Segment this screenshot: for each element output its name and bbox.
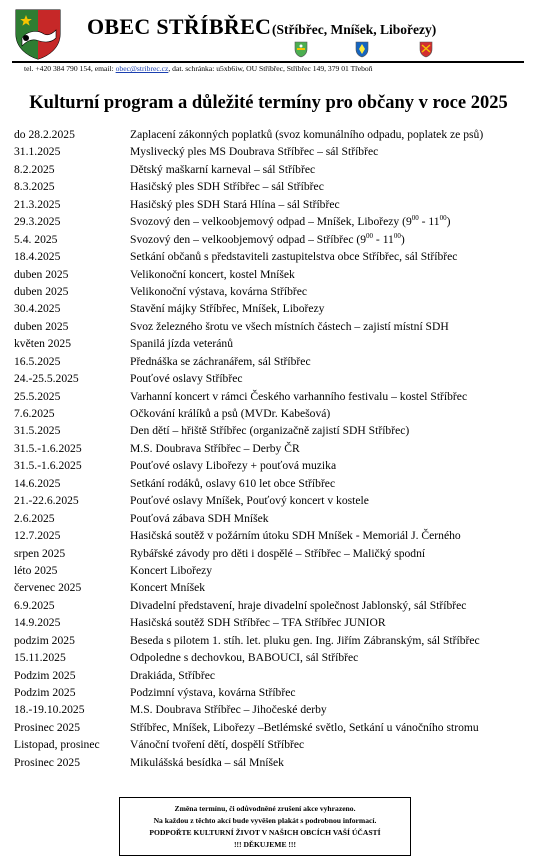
- event-description-text: Svoz železného šrotu ve všech místních částech – zajistí místní SDH: [130, 319, 449, 333]
- event-date: 6.9.2025: [14, 598, 55, 612]
- letterhead: [0, 0, 537, 78]
- event-row: [14, 579, 529, 596]
- event-date: 8.3.2025: [14, 180, 55, 194]
- stribrec-crest-icon: [294, 41, 308, 58]
- event-description-text: Koncert Libořezy: [130, 563, 213, 577]
- event-description: [130, 231, 405, 248]
- event-row: [14, 266, 529, 283]
- event-description-text: Stavění májky Stříbřec, Mníšek, Libořezy: [130, 302, 325, 316]
- event-description-text: Stříbřec, Mníšek, Libořezy –Betlémské světlo, Setkání u vánočního stromu: [130, 720, 479, 734]
- event-description: [130, 300, 324, 317]
- time-separator: - 11: [418, 215, 440, 229]
- event-row: [14, 667, 529, 684]
- event-description: [130, 143, 378, 160]
- notice-line-2: Na každou z těchto akcí bude vyvěšen plakát s podrobnou informací.: [153, 816, 377, 825]
- event-description-text: Zaplacení zákonných poplatků (svoz komunálního odpadu, poplatek ze psů): [130, 128, 484, 141]
- event-description: [130, 266, 295, 283]
- event-date: duben 2025: [14, 284, 69, 298]
- event-description: [130, 196, 340, 213]
- event-date: 21.-22.6.2025: [14, 494, 79, 508]
- event-description: [130, 440, 300, 457]
- event-row: [14, 614, 529, 631]
- event-date: podzim 2025: [14, 633, 75, 647]
- event-description-text: Rybářské závody pro děti i dospělé – Stříbřec – Maličký spodní: [130, 546, 426, 560]
- event-row: [14, 370, 529, 387]
- contact-suffix: , dat. schránka: u5xb6iw, OU Stříbřec, Stříbřec 149, 379 01 Třeboň: [168, 64, 373, 73]
- event-date: 31.5.2025: [14, 424, 61, 438]
- village-crest-icon: [14, 8, 62, 60]
- event-description: [130, 126, 483, 143]
- event-description-text: Dětský maškarní karneval – sál Stříbřec: [130, 162, 316, 176]
- event-description-text: Pouťové oslavy Mníšek, Pouťový koncert v kostele: [130, 494, 369, 508]
- event-description: [130, 248, 457, 265]
- event-description: [130, 597, 466, 614]
- event-description-text: M.S. Doubrava Stříbřec – Derby ČR: [130, 441, 300, 455]
- contact-email-link[interactable]: obec@stribrec.cz: [115, 64, 169, 73]
- event-row: [14, 248, 529, 265]
- event-description: [130, 405, 330, 422]
- time-superscript: 00: [411, 214, 419, 223]
- event-row: [14, 126, 529, 143]
- event-date: 18.-19.10.2025: [14, 703, 85, 717]
- time-superscript: 00: [366, 231, 374, 240]
- header-divider: [12, 61, 524, 63]
- event-description: [130, 736, 304, 753]
- event-description-text: Setkání občanů s představiteli zastupitelstva obce Stříbřec, sál Stříbřec: [130, 250, 458, 264]
- event-description-text: M.S. Doubrava Stříbřec – Jihočeské derby: [130, 703, 327, 717]
- time-superscript: 00: [439, 214, 447, 223]
- event-date: 21.3.2025: [14, 197, 61, 211]
- event-description-text: Odpoledne s dechovkou, BABOUCI, sál Stříbřec: [130, 651, 359, 665]
- event-row: [14, 213, 529, 230]
- event-description-text: Přednáška se záchranářem, sál Stříbřec: [130, 354, 311, 368]
- event-description-text: Očkování králíků a psů (MVDr. Kabešová): [130, 407, 331, 420]
- event-description-text: Hasičská soutěž SDH Stříbřec – TFA Stříbřec JUNIOR: [130, 616, 386, 630]
- event-description-text: Velikonoční koncert, kostel Mníšek: [130, 267, 295, 281]
- event-row: [14, 231, 529, 248]
- event-description: [130, 719, 479, 736]
- event-description: [130, 562, 212, 579]
- event-description: [130, 283, 307, 300]
- event-date: duben 2025: [14, 319, 69, 333]
- event-row: [14, 562, 529, 579]
- event-description: [130, 457, 336, 474]
- notice-line-3: PODPOŘTE KULTURNÍ ŽIVOT V NAŠICH OBCÍCH VAŠÍ ÚČASTÍ: [149, 828, 381, 837]
- event-description: [130, 422, 409, 439]
- event-row: [14, 597, 529, 614]
- event-description: [130, 318, 449, 335]
- event-date: 2.6.2025: [14, 511, 55, 525]
- event-row: [14, 422, 529, 439]
- municipality-title: OBEC STŘÍBŘEC: [87, 14, 272, 39]
- event-date: duben 2025: [14, 267, 69, 281]
- event-row: [14, 161, 529, 178]
- event-description-text: Pouťové oslavy Stříbřec: [130, 372, 243, 386]
- event-description: [130, 527, 461, 544]
- event-description: [130, 370, 243, 387]
- event-description: [130, 475, 335, 492]
- event-row: [14, 457, 529, 474]
- event-date: 7.6.2025: [14, 407, 55, 420]
- page-title: Kulturní program a důležité termíny pro občany v roce 2025: [29, 93, 508, 113]
- event-description-text: Myslivecký ples MS Doubrava Stříbřec – sál Stříbřec: [130, 145, 379, 159]
- event-date: 31.5.-1.6.2025: [14, 459, 82, 473]
- event-description-text: Divadelní představení, hraje divadelní společnost Jablonský, sál Stříbřec: [130, 598, 467, 612]
- event-description: [130, 353, 311, 370]
- event-row: [14, 649, 529, 666]
- event-row: [14, 440, 529, 457]
- event-date: 5.4. 2025: [14, 232, 58, 246]
- event-date: léto 2025: [14, 563, 58, 577]
- event-description-text: Setkání rodáků, oslavy 610 let obce Stříbřec: [130, 476, 336, 490]
- event-row: [14, 632, 529, 649]
- event-date: Prosinec 2025: [14, 755, 81, 769]
- event-row: [14, 283, 529, 300]
- event-row: [14, 196, 529, 213]
- event-row: [14, 353, 529, 370]
- notice-line-4: !!! DĚKUJEME !!!: [233, 840, 296, 849]
- municipality-subtitle: (Stříbřec, Mníšek, Libořezy): [272, 22, 437, 37]
- event-row: [14, 388, 529, 405]
- event-description: [130, 667, 215, 684]
- mnisek-crest-icon: [355, 41, 369, 58]
- event-description: [130, 510, 269, 527]
- event-description-text: Velikonoční výstava, kovárna Stříbřec: [130, 284, 308, 298]
- event-date: 29.3.2025: [14, 215, 61, 229]
- event-description: [130, 161, 315, 178]
- event-description: [130, 335, 233, 352]
- event-description-text: Beseda s pilotem 1. stíh. let. pluku gen. Ing. Jiřím Zábranským, sál Stříbřec: [130, 633, 480, 647]
- event-description: [130, 614, 386, 631]
- event-date: 24.-25.5.2025: [14, 372, 79, 386]
- event-description: [130, 701, 327, 718]
- event-description-text: Koncert Mníšek: [130, 581, 206, 595]
- event-description-text: Vánoční tvoření dětí, dospělí Stříbřec: [130, 738, 305, 752]
- event-date: 12.7.2025: [14, 529, 61, 543]
- event-date: 15.11.2025: [14, 651, 66, 665]
- event-description-text: Svozový den – velkoobjemový odpad – Stříbřec (9: [130, 232, 367, 246]
- time-close: ): [400, 232, 405, 246]
- event-row: [14, 300, 529, 317]
- event-list: [14, 126, 529, 771]
- event-row: [14, 335, 529, 352]
- event-date: Podzim 2025: [14, 686, 76, 699]
- event-description: [130, 213, 450, 230]
- event-description: [130, 545, 425, 562]
- contact-prefix: tel. +420 384 790 154, email:: [24, 64, 116, 73]
- notice-box: [119, 797, 411, 856]
- event-date: do 28.2.2025: [14, 128, 75, 141]
- event-description-text: Drakiáda, Stříbřec: [130, 668, 215, 682]
- event-row: [14, 701, 529, 718]
- event-row: [14, 527, 529, 544]
- event-description: [130, 649, 358, 666]
- event-description-text: Den dětí – hřiště Stříbřec (organizačně zajistí SDH Stříbřec): [130, 424, 410, 438]
- event-description-text: Mikulášská besídka – sál Mníšek: [130, 755, 284, 769]
- event-row: [14, 684, 529, 701]
- event-date: Podzim 2025: [14, 668, 76, 682]
- event-description: [130, 178, 324, 195]
- event-row: [14, 405, 529, 422]
- event-row: [14, 475, 529, 492]
- event-row: [14, 318, 529, 335]
- contact-line: [24, 64, 373, 73]
- event-description-text: Pouťová zábava SDH Mníšek: [130, 511, 269, 525]
- event-date: 30.4.2025: [14, 302, 61, 316]
- event-description-text: Hasičský ples SDH Stříbřec – sál Stříbřec: [130, 180, 324, 194]
- event-description: [130, 388, 467, 405]
- event-description-text: Varhanní koncert v rámci Českého varhanního festivalu – kostel Stříbřec: [130, 389, 468, 403]
- event-row: [14, 510, 529, 527]
- event-description-text: Spanilá jízda veteránů: [130, 337, 234, 351]
- event-row: [14, 719, 529, 736]
- event-date: 16.5.2025: [14, 354, 61, 368]
- event-date: Listopad, prosinec: [14, 738, 100, 752]
- event-description: [130, 632, 480, 649]
- time-close: ): [446, 215, 451, 229]
- event-date: 14.9.2025: [14, 616, 61, 630]
- event-date: Prosinec 2025: [14, 720, 81, 734]
- event-description-text: Svozový den – velkoobjemový odpad – Mníšek, Libořezy (9: [130, 215, 412, 229]
- time-separator: - 11: [373, 232, 394, 246]
- event-description-text: Pouťové oslavy Libořezy + pouťová muzika: [130, 459, 337, 473]
- event-date: 31.5.-1.6.2025: [14, 441, 82, 455]
- event-row: [14, 143, 529, 160]
- event-date: květen 2025: [14, 337, 71, 351]
- event-row: [14, 754, 529, 771]
- event-description: [130, 579, 205, 596]
- event-description: [130, 684, 296, 701]
- event-row: [14, 492, 529, 509]
- event-date: 8.2.2025: [14, 162, 55, 176]
- event-description-text: Hasičský ples SDH Stará Hlína – sál Stříbřec: [130, 197, 340, 211]
- event-row: [14, 545, 529, 562]
- event-row: [14, 736, 529, 753]
- time-superscript: 00: [393, 231, 401, 240]
- notice-line-1: Změna termínu, či odůvodněné zrušení akce vyhrazeno.: [174, 804, 356, 813]
- liborezy-crest-icon: [419, 41, 433, 58]
- event-date: 14.6.2025: [14, 476, 61, 490]
- event-date: 31.1.2025: [14, 145, 61, 159]
- event-date: červenec 2025: [14, 581, 82, 595]
- event-description-text: Hasičská soutěž v požárním útoku SDH Mníšek - Memoriál J. Černého: [130, 529, 461, 543]
- event-date: srpen 2025: [14, 546, 66, 560]
- event-date: 25.5.2025: [14, 389, 61, 403]
- event-row: [14, 178, 529, 195]
- event-description: [130, 754, 284, 771]
- event-date: 18.4.2025: [14, 250, 61, 264]
- event-description-text: Podzimní výstava, kovárna Stříbřec: [130, 686, 296, 699]
- event-description: [130, 492, 369, 509]
